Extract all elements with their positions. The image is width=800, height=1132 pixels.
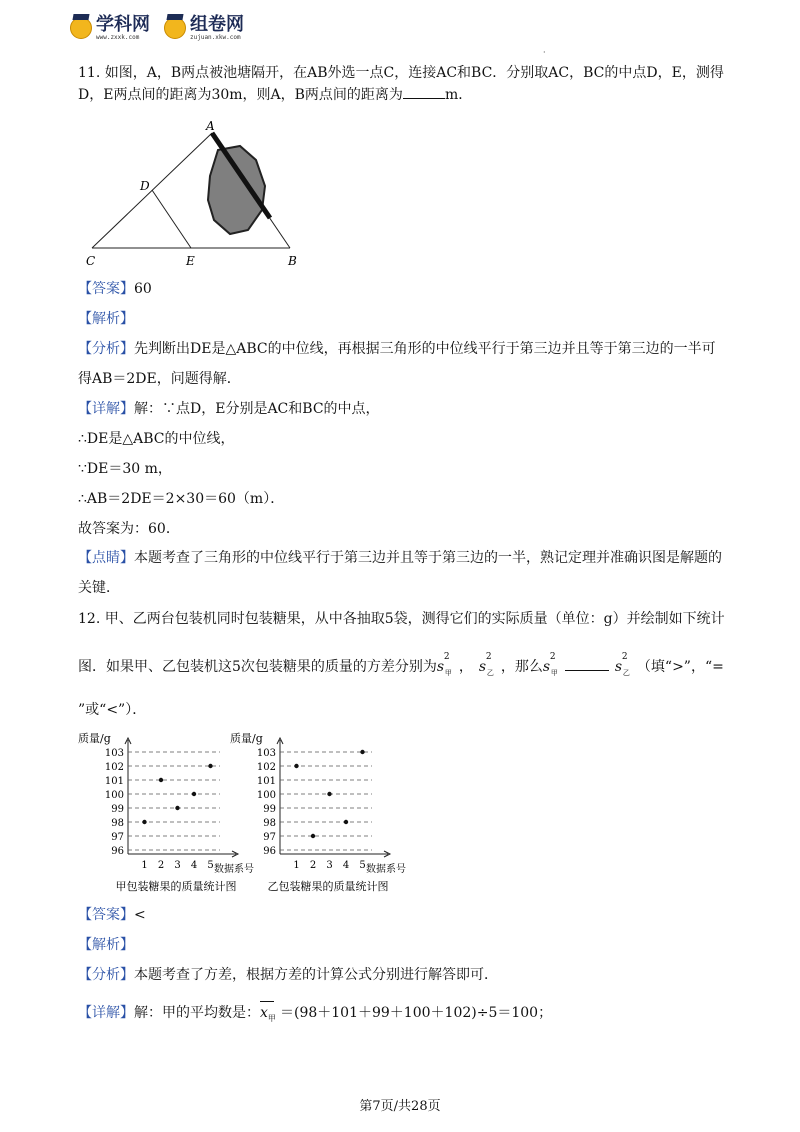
- var-s-jia-2: s 2 甲: [542, 652, 558, 677]
- q11-xiangjie-4: ∴AB＝2DE＝2×30＝60（m）．: [78, 491, 285, 507]
- chart2-xtick: 2: [309, 860, 317, 871]
- mean-x-jia: $x_甲$: [260, 1003, 278, 1029]
- q11-xiangjie-5: 故答案为：60．: [78, 521, 180, 537]
- logo-zxxk[interactable]: [70, 15, 150, 41]
- label-e: E: [186, 254, 195, 268]
- mascot-icon: [70, 17, 92, 39]
- chart2-xtick: 4: [342, 860, 350, 871]
- page-footer: 第7页/共28页: [359, 1099, 441, 1114]
- answer-blank: [565, 656, 609, 671]
- chart2-ytick: 97: [263, 832, 276, 843]
- chart2-xtick: 5: [359, 860, 366, 871]
- chart-jia: [78, 728, 254, 900]
- chart1-data-point: [175, 806, 179, 810]
- q12-stem-2: 图．如果甲、乙包装机这5次包装糖果的质量的方差分别为s 2 甲 ， s 2 乙 ，那么s 2 甲 s 2 乙 （填“>”，“=: [78, 652, 724, 677]
- chart2-ytick: 96: [263, 846, 276, 857]
- label-b: B: [288, 254, 297, 268]
- chart2-data-point: [360, 750, 364, 754]
- q12-stem-3: ”或“<”）．: [78, 702, 147, 718]
- chart2-ytick: 98: [263, 818, 276, 829]
- q11-answer: 【答案】60: [78, 281, 152, 297]
- q11-dianjing-2: 关键．: [78, 580, 120, 596]
- q12-stem-1: 12. 甲、乙两台包装机同时包装糖果，从中各抽取5袋，测得它们的实际质量（单位：g）并绘制如下统计: [78, 611, 725, 627]
- mascot-icon: [164, 17, 186, 39]
- chart1-ytick: 102: [104, 762, 124, 773]
- chart1-ytick: 100: [104, 790, 124, 801]
- chart1-xtick: 3: [174, 860, 181, 871]
- chart1-ytick: 98: [111, 818, 124, 829]
- chart1-xtick: 2: [157, 860, 165, 871]
- chart2-ytick: 103: [256, 748, 276, 759]
- chart1-ytick: 103: [104, 748, 124, 759]
- chart-yi: [230, 728, 406, 900]
- logo-zxxk-url: www.zxxk.com: [96, 34, 140, 41]
- chart2-title: 乙包装糖果的质量统计图: [267, 880, 389, 893]
- chart1-title: 甲包装糖果的质量统计图: [115, 880, 237, 893]
- chart2-data-point: [344, 820, 348, 824]
- logo-zxxk-name: 学科网: [96, 14, 150, 35]
- q12-fenxi: 【分析】本题考查了方差，根据方差的计算公式分别进行解答即可．: [78, 967, 498, 983]
- label-c: C: [86, 254, 96, 268]
- q11-xiangjie-1: 【详解】解：∵点D，E分别是AC和BC的中点，: [78, 401, 380, 417]
- chart2-data-point: [327, 792, 331, 796]
- q11-xiangjie-3: ∵DE＝30 m，: [78, 461, 172, 477]
- chart2-data-point: [294, 764, 298, 768]
- chart1-data-point: [208, 764, 212, 768]
- segment-de: [152, 190, 191, 248]
- var-s-yi-2: s 2 乙: [614, 652, 630, 677]
- chart1-xtick: 4: [190, 860, 198, 871]
- answer-blank: [403, 84, 445, 99]
- chart2-ylabel: 质量/g: [230, 732, 263, 745]
- q12-answer: 【答案】<: [78, 907, 146, 923]
- chart1-ytick: 101: [104, 776, 124, 787]
- chart1-ylabel: 质量/g: [78, 732, 111, 745]
- chart1-ytick: 96: [111, 846, 124, 857]
- chart1-data-point: [159, 778, 163, 782]
- chart2-data-point: [311, 834, 315, 838]
- chart1-ytick: 99: [111, 804, 124, 815]
- logo-zujuan-url: zujuan.xkw.com: [190, 34, 241, 41]
- label-d: D: [140, 179, 150, 193]
- var-s-yi: s 2 乙: [478, 652, 494, 677]
- q11-figure: [80, 120, 310, 270]
- q11-xiangjie-2: ∴DE是△ABC的中位线，: [78, 431, 235, 447]
- header-logos: [70, 12, 244, 44]
- q11-jiexi: 【解析】: [78, 311, 134, 327]
- q11-fenxi-1: 【分析】先判断出DE是△ABC的中位线，再根据三角形的中位线平行于第三边并且等于第三边的一半可: [78, 341, 716, 357]
- q11-dianjing-1: 【点睛】本题考查了三角形的中位线平行于第三边并且等于第三边的一半，熟记定理并准确识图是解题的: [78, 550, 722, 566]
- chart2-ytick: 100: [256, 790, 276, 801]
- chart1-ytick: 97: [111, 832, 124, 843]
- chart1-data-point: [192, 792, 196, 796]
- chart2-xtick: 1: [293, 860, 300, 871]
- chart2-ytick: 101: [256, 776, 276, 787]
- logo-zujuan[interactable]: [164, 15, 244, 41]
- var-s-jia: s 2 甲: [436, 652, 452, 677]
- q12-jiexi: 【解析】: [78, 937, 134, 953]
- chart1-xlabel: 数据系号: [214, 864, 254, 875]
- stray-dot: ·: [543, 48, 546, 57]
- chart2-xtick: 3: [326, 860, 333, 871]
- q11-stem: 11. 如图，A，B两点被池塘隔开，在AB外选一点C，连接AC和BC．分别取AC，BC的中点D，E，测得D，E两点间的距离为30m，则A，B两点间的距离为 m．: [78, 65, 724, 103]
- pond-shape: [208, 146, 265, 234]
- q12-xiangjie: 【详解】解：甲的平均数是： $x_甲 =(98+101+99+100+102)\div 5=100$；: [78, 1003, 552, 1029]
- chart1-xtick: 5: [207, 860, 214, 871]
- q11-fenxi-2: 得AB＝2DE，问题得解．: [78, 371, 241, 387]
- label-a: A: [206, 119, 215, 133]
- chart1-xtick: 1: [141, 860, 148, 871]
- chart2-ytick: 99: [263, 804, 276, 815]
- chart2-xlabel: 数据系号: [366, 864, 406, 875]
- chart2-ytick: 102: [256, 762, 276, 773]
- logo-zujuan-name: 组卷网: [190, 14, 244, 35]
- chart1-data-point: [142, 820, 146, 824]
